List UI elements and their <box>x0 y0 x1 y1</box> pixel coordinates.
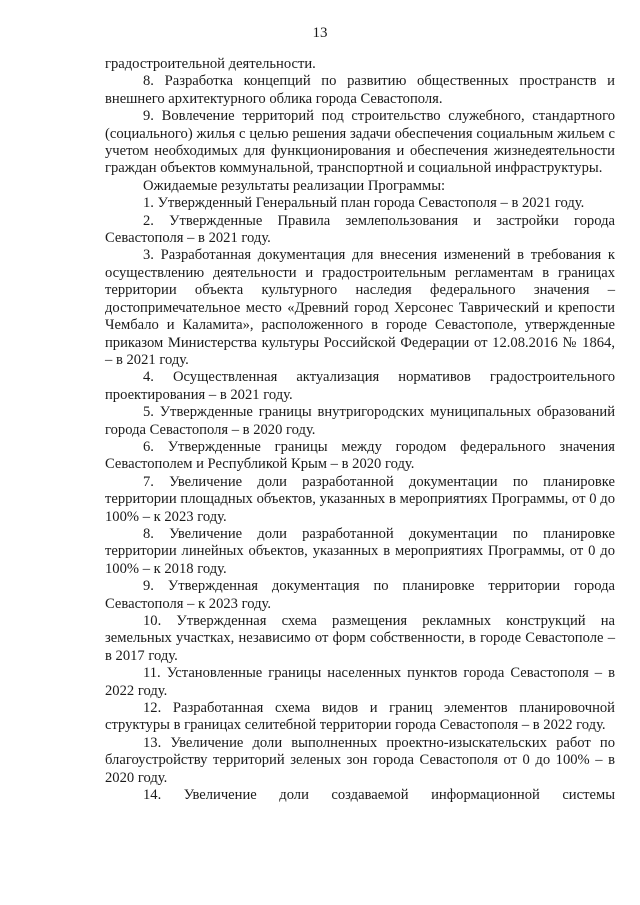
body-text <box>105 56 615 804</box>
paragraph: 9. Вовлечение территорий под строительство служебного, стандартного (социального) жилья с целью решения задачи обеспечения социальным жильем с учетом необходимых для функционирования и обеспечения жизнедеятельности граждан объектов коммунальной, транспортной и социальной инфраструктуры. <box>105 108 615 177</box>
paragraph: 8. Увеличение доли разработанной документации по планировке территории линейных объектов, указанных в мероприятиях Программы, от 0 до 100% – к 2018 году. <box>105 525 615 577</box>
paragraph: 13. Увеличение доли выполненных проектно-изыскательских работ по благоустройству территорий зеленых зон города Севастополя от 0 до 100% – в 2020 году. <box>105 734 615 786</box>
paragraph: 10. Утвержденная схема размещения рекламных конструкций на земельных участках, независимо от форм собственности, в городе Севастополе – в 2017 году. <box>105 613 615 664</box>
paragraph: 5. Утвержденные границы внутригородских муниципальных образований города Севастополя – в 2020 году. <box>105 404 615 438</box>
paragraph: 12. Разработанная схема видов и границ элементов планировочной структуры в границах селитебной территории города Севастополя – в 2022 году. <box>105 700 615 734</box>
paragraph: градостроительной деятельности. <box>105 56 316 72</box>
paragraph: 1. Утвержденный Генеральный план города Севастополя – в 2021 году. <box>143 195 585 212</box>
paragraph: 9. Утвержденная документация по планировке территории города Севастополя – к 2023 году. <box>105 578 615 612</box>
paragraph: Ожидаемые результаты реализации Программы: <box>143 177 446 194</box>
paragraph: 8. Разработка концепций по развитию общественных пространств и внешнего архитектурного облика города Севастополя. <box>105 73 615 107</box>
paragraph: 11. Установленные границы населенных пунктов города Севастополя – в 2022 году. <box>105 665 615 699</box>
paragraph: 2. Утвержденные Правила землепользования и застройки города Севастополя – в 2021 году. <box>105 212 615 247</box>
paragraph: 4. Осуществленная актуализация нормативов градостроительного проектирования – в 2021 году. <box>105 369 615 403</box>
paragraph: 3. Разработанная документация для внесения изменений в требования к осуществлению деятельности и градостроительным регламентам в границах территории объекта культурного наследия федерального значения – достопримечательное место «Древний город Херсонес Таврический и крепости Чембало и Каламита», расположенного в городе Севастополе, утвержденные приказом Министерства культуры Российской Федерации от 12.08.2016 № 1864, – в 2021 году. <box>105 247 615 368</box>
paragraph: 14. Увеличение доли создаваемой информационной системы <box>143 787 615 804</box>
page-number: 13 <box>312 25 328 41</box>
paragraph: 6. Утвержденные границы между городом федерального значения Севастополем и Республикой Крым – в 2020 году. <box>105 438 615 473</box>
paragraph: 7. Увеличение доли разработанной документации по планировке территории площадных объектов, указанных в мероприятиях Программы, от 0 до 100% – к 2023 году. <box>105 473 615 525</box>
